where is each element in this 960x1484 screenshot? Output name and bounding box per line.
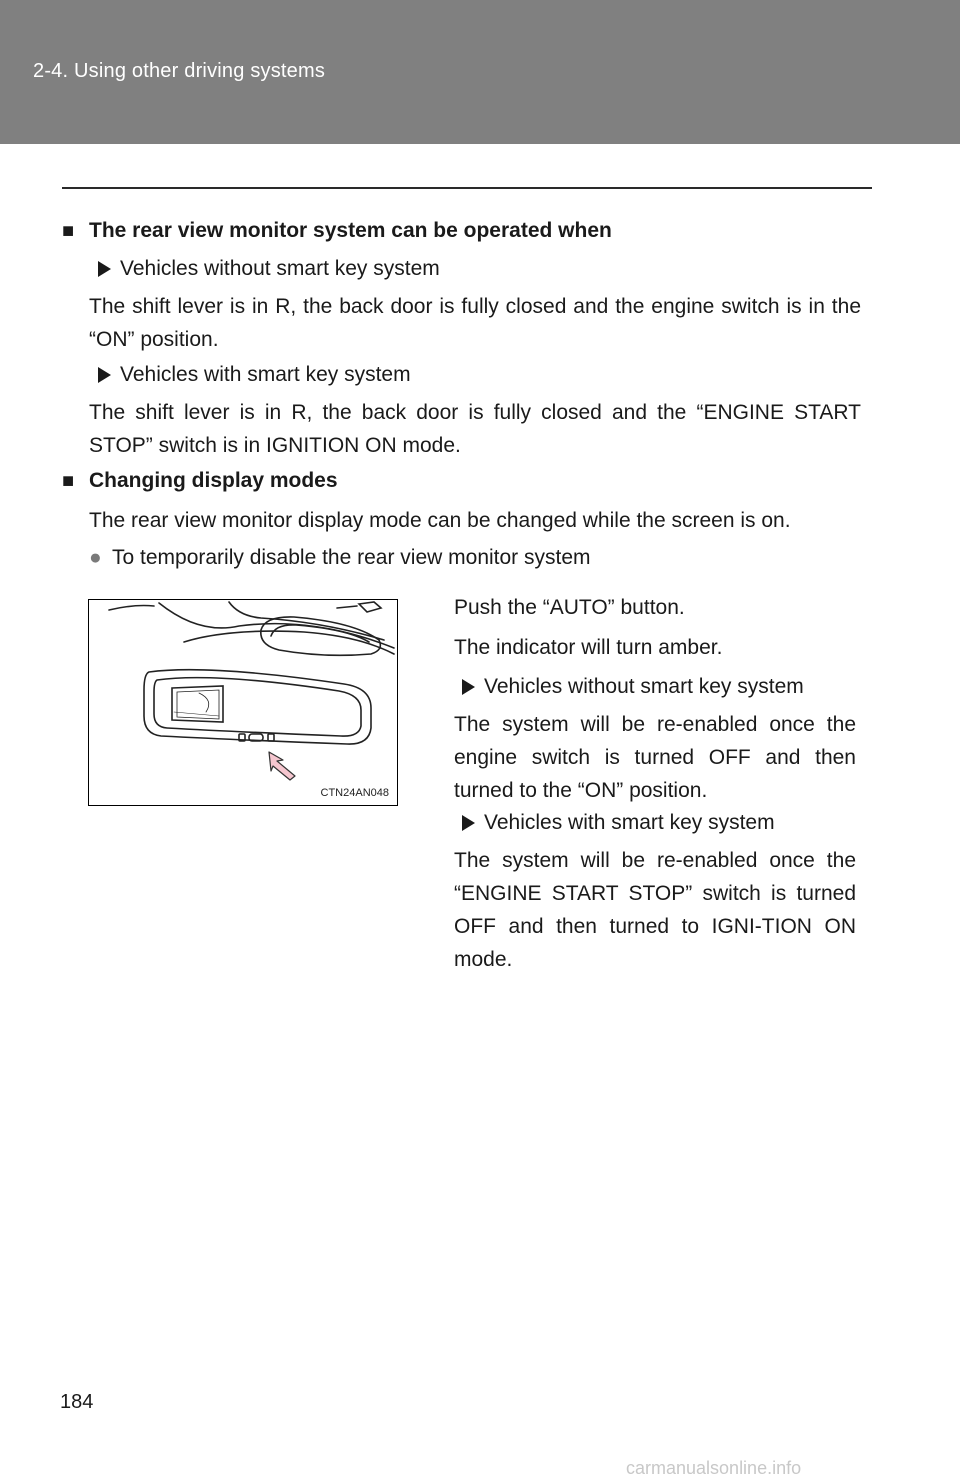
watermark-text: carmanualsonline.info	[626, 1458, 802, 1478]
triangle-bullet-icon	[98, 261, 111, 277]
square-bullet-icon: ■	[62, 220, 75, 242]
triangle-bullet-icon	[462, 679, 475, 695]
square-bullet-icon: ■	[62, 470, 75, 492]
section-heading-display-modes	[62, 464, 872, 498]
section-title: 2-4. Using other driving systems	[33, 60, 326, 82]
bullet-text: Vehicles with smart key system	[120, 363, 411, 386]
right-paragraph-smart-key: The system will be re-enabled once the “ENGINE START STOP” switch is turned OFF and then turned to IGNI-TION ON mode.	[454, 849, 856, 971]
circle-bullet-icon: ●	[89, 546, 102, 569]
instruction-indicator: The indicator will turn amber.	[454, 636, 723, 659]
rear-view-mirror-icon	[89, 600, 397, 805]
bullet-smart-key	[98, 358, 411, 391]
divider-rule	[62, 187, 872, 189]
mirror-illustration	[88, 599, 398, 806]
instruction-push-auto: Push the “AUTO” button.	[454, 596, 685, 619]
paragraph-no-smart-key: The shift lever is in R, the back door is fully closed and the engine switch is in the “ON” position.	[89, 295, 861, 351]
heading-text: Changing display modes	[89, 469, 338, 492]
paragraph-smart-key: The shift lever is in R, the back door is fully closed and the “ENGINE START STOP” switch is in IGNITION ON mode.	[89, 401, 861, 457]
heading-text: The rear view monitor system can be operated when	[89, 219, 612, 242]
paragraph-display-modes: The rear view monitor display mode can be changed while the screen is on.	[89, 509, 791, 532]
right-bullet-smart-key	[462, 806, 775, 839]
triangle-bullet-icon	[98, 367, 111, 383]
page-number: 184	[60, 1391, 94, 1413]
bullet-no-smart-key	[98, 252, 440, 285]
bullet-text: Vehicles without smart key system	[120, 257, 440, 280]
right-bullet-no-smart-key	[462, 670, 804, 703]
sub-item-text: To temporarily disable the rear view monitor system	[112, 546, 591, 569]
right-paragraph-no-smart-key: The system will be re-enabled once the engine switch is turned OFF and then turned to the “ON” position.	[454, 713, 856, 802]
header-bar	[0, 0, 960, 144]
bullet-text: Vehicles with smart key system	[484, 811, 775, 834]
triangle-bullet-icon	[462, 815, 475, 831]
bullet-text: Vehicles without smart key system	[484, 675, 804, 698]
figure-code: CTN24AN048	[320, 787, 389, 799]
section-heading-operation	[62, 214, 872, 248]
sub-item-disable	[89, 541, 869, 574]
